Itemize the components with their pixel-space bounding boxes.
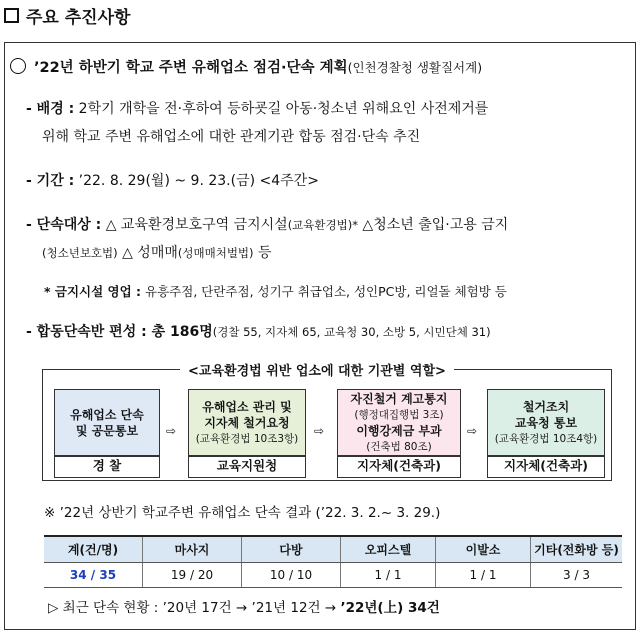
- arrow-right-icon: ⇨: [314, 424, 325, 438]
- target-line-2: [42, 243, 272, 263]
- agency-label-local-gov-demolition: 지자체(건축과): [487, 456, 605, 478]
- agency-label-education-office: 교육지원청: [188, 456, 306, 478]
- circle-bullet-icon: [10, 58, 26, 74]
- plan-title-text: ’22년 하반기 학교 주변 유해업소 점검·단속 계획: [34, 60, 348, 76]
- target-part1: △ 교육환경보호구역 금지시설: [105, 217, 288, 233]
- target-part2: △청소년 출입·고용 금지: [362, 217, 509, 233]
- role-box-line: 철거조치: [522, 399, 570, 414]
- role-box-line: (행정대집행법 3조): [354, 408, 444, 421]
- table-row: [44, 563, 622, 588]
- target-part5: 등: [257, 245, 272, 261]
- role-box-line: 자진철거 계고통지: [350, 391, 448, 406]
- target-part1-law: (교육환경법)*: [287, 218, 358, 232]
- role-box-line: 이행강제금 부과: [356, 423, 442, 438]
- results-table: [44, 535, 622, 588]
- table-cell: 3 / 3: [531, 563, 623, 588]
- period-line: [26, 171, 319, 191]
- recent-status: [48, 596, 440, 616]
- column-header: 오피스텔: [341, 536, 436, 563]
- team-detail: (경찰 55, 지자체 65, 교육청 30, 소방 5, 시민단체 31): [212, 325, 491, 339]
- role-box-line: 유해업소 단속: [70, 407, 144, 422]
- column-header: 다방: [242, 536, 341, 563]
- header-checkbox-icon: [4, 8, 19, 23]
- column-header: 이발소: [436, 536, 531, 563]
- target-part3-law: (청소년보호법): [42, 246, 118, 260]
- role-box-line: (건축법 80조): [366, 440, 432, 453]
- table-cell: 19 / 20: [143, 563, 242, 588]
- role-box-line: 교육청 통보: [514, 415, 578, 430]
- role-box-line: 및 공문통보: [75, 423, 139, 438]
- results-title: ※ ’22년 상반기 학교주변 유해업소 단속 결과 (’22. 3. 2.~ 3. 29.): [44, 505, 441, 521]
- target-line-1: [26, 215, 508, 235]
- table-cell: 1 / 1: [436, 563, 531, 588]
- target-part4-law: (성매매처벌법): [177, 246, 254, 260]
- period-label: - 기간 :: [26, 173, 75, 189]
- table-cell: 10 / 10: [242, 563, 341, 588]
- role-box-line: 지자체 철거요청: [204, 415, 290, 430]
- table-header-row: [44, 536, 622, 563]
- target-label: - 단속대상 :: [26, 217, 102, 233]
- note-label: * 금지시설 영업 :: [44, 284, 142, 299]
- role-box-police: [54, 389, 160, 456]
- note-line: [44, 282, 507, 302]
- agency-label-local-gov: 지자체(건축과): [337, 456, 461, 478]
- background-line-2: 위해 학교 주변 유해업소에 대한 관계기관 합동 점검·단속 추진: [42, 129, 421, 145]
- team-line: [26, 322, 491, 342]
- background-text-1: 2학기 개학을 전·후하여 등하굣길 아동·청소년 위해요인 사전제거를: [78, 101, 489, 117]
- table-cell: 1 / 1: [341, 563, 436, 588]
- note-text: 유흥주점, 단란주점, 성기구 취급업소, 성인PC방, 리얼돌 체험방 등: [145, 284, 507, 299]
- arrow-right-icon: ⇨: [467, 424, 478, 438]
- roles-diagram-title: <교육환경법 위반 업소에 대한 기관별 역할>: [180, 360, 454, 379]
- team-label: - 합동단속반 편성 : 총 186명: [26, 324, 213, 340]
- plan-title: [34, 56, 482, 77]
- column-header: 마사지: [143, 536, 242, 563]
- role-box-line: 유해업소 관리 및: [202, 399, 292, 414]
- background-line-1: [26, 99, 488, 119]
- role-box-local-gov-demolition: [487, 389, 605, 456]
- column-header: 계(건/명): [44, 536, 143, 563]
- recent-status-text: ▷ 최근 단속 현황 : ’20년 17건 → ’21년 12건 →: [48, 600, 337, 616]
- agency-label-police: 경 찰: [54, 456, 160, 478]
- background-label: - 배경 :: [26, 101, 75, 117]
- role-box-education-office: [188, 389, 306, 456]
- role-box-local-gov: [337, 389, 461, 456]
- table-cell-total: 34 / 35: [44, 563, 143, 588]
- role-box-line: (교육환경법 10조4항): [494, 432, 598, 445]
- period-text: ’22. 8. 29(월) ~ 9. 23.(금) <4주간>: [78, 173, 319, 189]
- recent-status-highlight: ’22년(上) 34건: [340, 600, 440, 616]
- role-box-line: (교육환경법 10조3항): [195, 432, 299, 445]
- page-title: 주요 추진사항: [26, 8, 131, 28]
- column-header: 기타(전화방 등): [531, 536, 623, 563]
- target-part4: △ 성매매: [122, 245, 178, 261]
- arrow-right-icon: ⇨: [166, 424, 177, 438]
- plan-title-sub: (인천경찰청 생활질서계): [347, 60, 483, 75]
